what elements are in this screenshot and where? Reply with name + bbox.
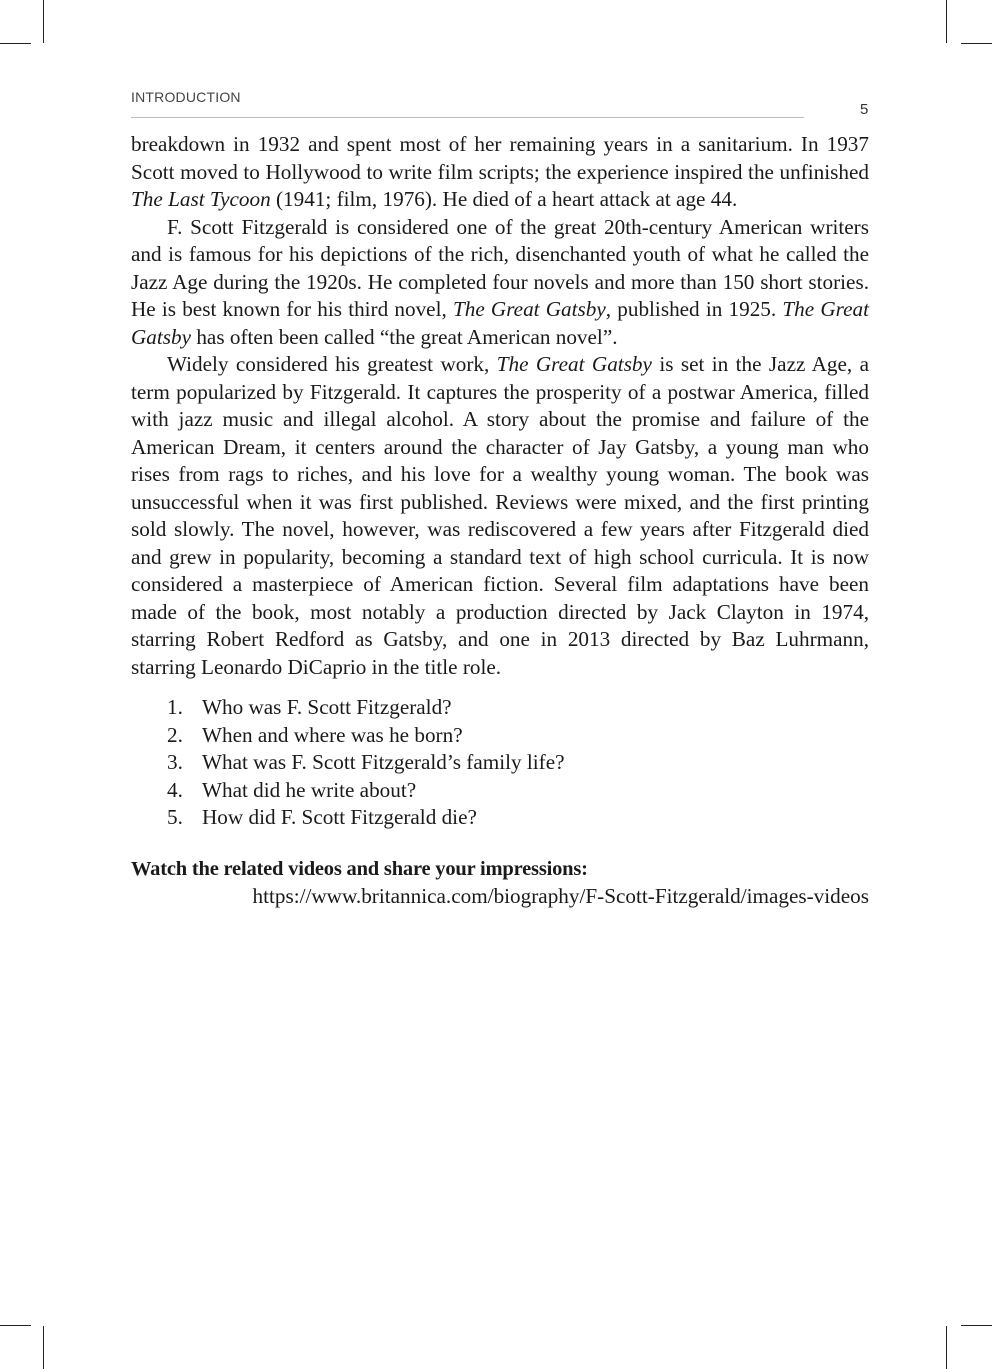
question-number: 2.: [167, 722, 183, 747]
question-item: [131, 749, 869, 777]
question-item: [131, 804, 869, 832]
paragraph-continuation: [131, 131, 869, 214]
britannica-video-link[interactable]: https://www.britannica.com/biography/F-Scott-Fitzgerald/images-videos: [252, 884, 869, 908]
question-item: [131, 777, 869, 805]
book-title-italic: The Great Gatsby: [131, 297, 869, 349]
page-body: [131, 131, 869, 911]
question-number: 3.: [167, 750, 183, 774]
page-number: 5: [860, 101, 869, 118]
paragraph-segment: Widely considered his greatest work,: [167, 352, 497, 376]
running-head-title: INTRODUCTION: [131, 89, 241, 105]
book-title-italic: The Great Gatsby: [452, 297, 606, 321]
crop-mark-top-right-horizontal: [961, 43, 992, 44]
crop-mark-top-right-vertical: [946, 0, 947, 43]
crop-mark-top-left-horizontal: [0, 43, 31, 44]
paragraph-segment: (1941; film, 1976). He died of a heart attack at age 44.: [270, 187, 738, 211]
crop-mark-bottom-left-vertical: [43, 1326, 44, 1369]
book-title-italic: The Great Gatsby: [496, 352, 652, 376]
crop-mark-bottom-right-vertical: [946, 1326, 947, 1369]
question-text: Who was F. Scott Fitzgerald?: [202, 695, 452, 719]
header-rule: [131, 117, 804, 118]
question-number: 4.: [167, 777, 183, 802]
crop-mark-bottom-left-horizontal: [0, 1325, 31, 1326]
paragraph-segment: breakdown in 1932 and spent most of her remaining years in a sanitarium. In 1937 Scott moved to Hollywood to write film scripts; the experience inspired the unfinished: [131, 132, 869, 184]
paragraph-segment: , published in 1925.: [605, 297, 783, 321]
question-number: 5.: [167, 805, 183, 829]
question-list: [131, 694, 869, 832]
watch-videos-heading: Watch the related videos and share your impressions:: [131, 857, 588, 880]
question-text: What did he write about?: [202, 777, 417, 802]
question-text: How did F. Scott Fitzgerald die?: [202, 805, 477, 829]
book-title-italic: The Last Tycoon: [131, 187, 271, 211]
question-text: When and where was he born?: [202, 722, 463, 747]
paragraph-segment: has often been called “the great American novel”.: [191, 324, 618, 349]
question-text: What was F. Scott Fitzgerald’s family life?: [202, 750, 565, 774]
paragraph-gatsby: [131, 351, 869, 681]
question-item: [131, 722, 869, 750]
paragraph-fitzgerald: [131, 214, 869, 352]
paragraph-segment: F. Scott Fitzgerald is considered one of the great 20th-century American writers and is famous for his depictions of the rich, disenchanted youth of what he called the Jazz Age during the 1920s. He completed four novels and more than 150 short stories. He is best known for his third novel,: [131, 214, 869, 321]
crop-mark-top-left-vertical: [43, 0, 44, 43]
question-number: 1.: [167, 695, 183, 719]
paragraph-segment: is set in the Jazz Age, a term popularized by Fitzgerald. It captures the prosperity of a postwar America, filled with jazz music and illegal alcohol. A story about the promise and failure of the American Dream, it centers around the character of Jay Gatsby, a young man who rises from rags to riches, and his love for a wealthy young woman. The book was unsuccessful when it was first published. Reviews were mixed, and the first printing sold slowly. The novel, however, was rediscovered a few years after Fitzgerald died and grew in popularity, becoming a standard text of high school curricula. It is now considered a masterpiece of American fiction. Several film adaptations have been made of the book, most notably a production directed by Jack Clayton in 1974, starring Robert Redford as Gatsby, and one in 2013 directed by Baz Luhrmann, starring Leonardo DiCaprio in the title role.: [131, 352, 869, 679]
crop-mark-bottom-right-horizontal: [961, 1325, 992, 1326]
question-item: [131, 694, 869, 722]
